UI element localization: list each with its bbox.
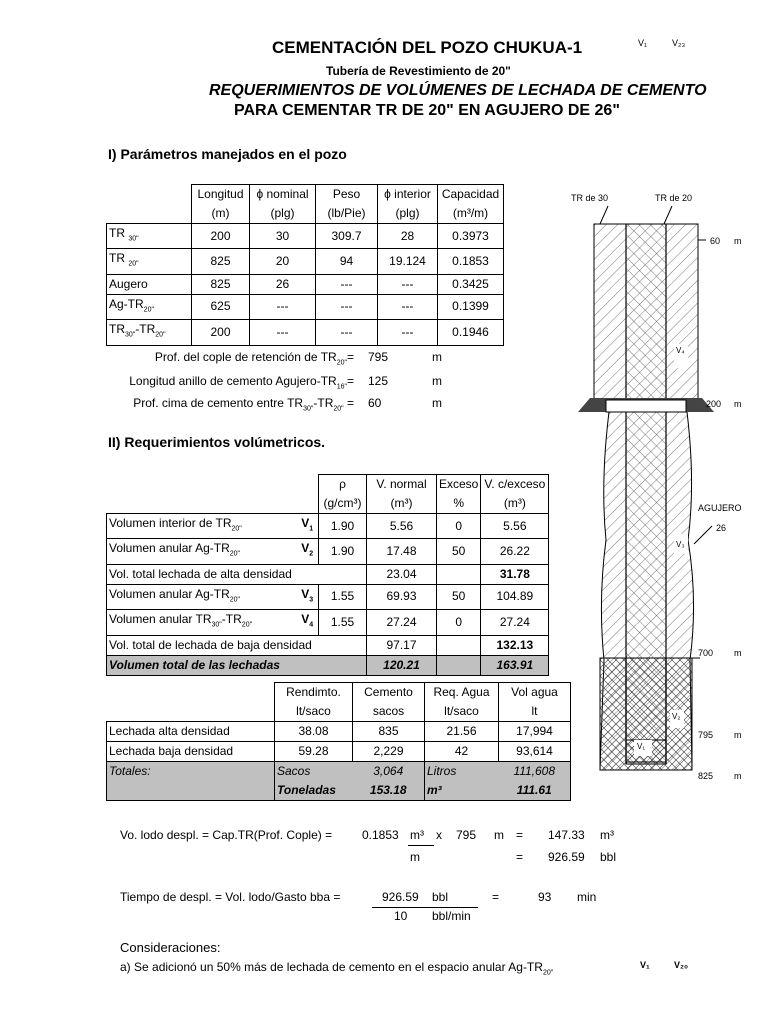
- header-cell: ϕ nominal: [250, 185, 316, 205]
- value-cell: 50: [437, 584, 481, 609]
- calc2-num: 926.59: [382, 890, 419, 904]
- blank-cell: [107, 185, 192, 205]
- sub: 20": [241, 621, 253, 629]
- value-cell: 1.90: [319, 514, 367, 539]
- label-text: TR: [109, 251, 129, 266]
- value-cell: 625: [192, 294, 250, 319]
- calc2-res-unit: min: [577, 890, 597, 904]
- row-label: Lechada baja densidad: [107, 742, 275, 762]
- param-value: 125: [368, 374, 389, 388]
- value-cell: [437, 655, 481, 675]
- v-letter: V: [301, 516, 310, 530]
- param-text: =: [343, 396, 354, 410]
- table-row: [107, 564, 549, 584]
- row-label: [107, 584, 297, 609]
- document-subtitle: Tubería de Revestimiento de 20": [326, 64, 511, 78]
- calc1-res2: 926.59: [548, 850, 585, 864]
- parameters-table: [106, 184, 504, 346]
- value-cell: 104.89: [481, 584, 549, 609]
- label-text: Volumen anular Ag-TR: [109, 541, 230, 556]
- value-cell: ---: [316, 274, 378, 294]
- table-row: [107, 655, 549, 675]
- value-cell: 0.3973: [438, 224, 504, 249]
- param-text: Longitud anillo de cemento Agujero-TR: [129, 374, 337, 388]
- sub: 16": [336, 383, 347, 391]
- agujero-size: 26: [716, 523, 727, 533]
- sub: 2: [309, 550, 314, 558]
- calc1-res2-unit: bbl: [600, 850, 617, 864]
- value-cell: 42: [425, 742, 499, 762]
- value-cell: ---: [378, 274, 438, 294]
- row-label: [107, 249, 192, 274]
- label-text: TR: [109, 226, 129, 240]
- value-cell: 69.93: [367, 584, 437, 609]
- volume-id: [297, 539, 319, 564]
- v2-label: V₂: [672, 712, 681, 721]
- sub: 1: [309, 525, 314, 533]
- header-cell: Exceso: [437, 475, 481, 495]
- sub: 3: [309, 596, 314, 604]
- cement-water-table: [106, 682, 571, 801]
- header-cell: Cemento: [353, 683, 425, 703]
- sub: 20": [229, 596, 241, 604]
- unit-cell: (plg): [378, 204, 438, 224]
- sub: 30": [128, 235, 139, 243]
- value-cell: 309.7: [316, 224, 378, 249]
- value-cell: 0: [437, 514, 481, 539]
- volume-id: [297, 610, 319, 635]
- table-row: [107, 584, 549, 609]
- value-cell: 20: [250, 249, 316, 274]
- table-row: [107, 249, 504, 274]
- blank-cell: [107, 494, 319, 514]
- value-cell: 59.28: [275, 742, 353, 762]
- heading-line-4: PARA CEMENTAR TR DE 20" EN AGUJERO DE 26": [234, 102, 620, 119]
- unit-m: m: [734, 771, 742, 781]
- table-row: [107, 294, 504, 319]
- value-cell: 38.08: [275, 722, 353, 742]
- table-row: [107, 224, 504, 249]
- value-cell: 1.90: [319, 539, 367, 564]
- header-cell: ϕ interior: [378, 185, 438, 205]
- calc1-lhs: Vo. lodo despl. = Cap.TR(Prof. Cople) =: [120, 828, 333, 842]
- value-cell: 0.3425: [438, 274, 504, 294]
- param-label: [155, 350, 354, 366]
- header-cell: Vol agua: [499, 683, 571, 703]
- heading-line-3: REQUERIMIENTOS DE VOLÚMENES DE LECHADA DE CEMENTO: [209, 82, 707, 99]
- param-unit: m: [432, 350, 442, 364]
- value-cell: 200: [192, 320, 250, 345]
- sub: 20": [229, 550, 241, 558]
- value-cell: 97.17: [367, 635, 437, 655]
- param-unit: m: [432, 374, 442, 388]
- param-unit: m: [432, 396, 442, 410]
- label-text: Augero: [109, 276, 148, 291]
- value-cell: 0.1946: [438, 320, 504, 345]
- sub: 20": [155, 331, 166, 339]
- label-text: Ag-TR: [109, 296, 144, 311]
- v4-label: V₄: [676, 346, 685, 355]
- header-cell: V. c/exceso: [481, 475, 549, 495]
- header-cell: Rendimto.: [275, 683, 353, 703]
- value-cell: 2,229: [353, 742, 425, 762]
- param-text: -TR: [313, 396, 334, 410]
- calc1-depth-unit: m: [494, 828, 504, 842]
- blank-cell: [107, 683, 275, 703]
- v3-label: V₃: [676, 540, 685, 549]
- sub: 20": [143, 306, 154, 314]
- sub: 20": [231, 525, 242, 533]
- consideraciones-title: Consideraciones:: [120, 940, 221, 955]
- value-cell: 132.13: [481, 635, 549, 655]
- param-label: [129, 374, 354, 390]
- value-cell: 27.24: [481, 610, 549, 635]
- depth-700: 700: [698, 648, 714, 658]
- value-cell: ---: [378, 294, 438, 319]
- section-1-heading: I) Parámetros manejados en el pozo: [108, 146, 347, 162]
- value-cell: 0: [437, 610, 481, 635]
- document-title: CEMENTACIÓN DEL POZO CHUKUA-1: [272, 38, 583, 57]
- value-cell: 94: [316, 249, 378, 274]
- value-cell: 21.56: [425, 722, 499, 742]
- value-cell: ---: [250, 294, 316, 319]
- value-cell: 27.24: [367, 610, 437, 635]
- v-letter: V: [301, 586, 310, 601]
- volume-id: [297, 584, 319, 609]
- blank-cell: [107, 475, 319, 495]
- calc1-cap: 0.1853: [362, 828, 399, 842]
- value-cell: 23.04: [367, 564, 437, 584]
- param-text: Prof. del cople de retención de TR: [154, 350, 337, 364]
- mark-v23: V₂₃: [672, 38, 686, 48]
- calc1-cap-unit: m³: [410, 828, 424, 842]
- value-cell: 0.1399: [438, 294, 504, 319]
- sacos-label: Sacos: [275, 762, 353, 782]
- value-cell: 163.91: [481, 655, 549, 675]
- param-label: [133, 396, 354, 412]
- param-text: Prof. cima de cemento entre TR: [133, 396, 304, 410]
- value-cell: 17.48: [367, 539, 437, 564]
- section-2-heading: II) Requerimientos volúmetricos.: [108, 434, 326, 450]
- value-cell: 5.56: [481, 514, 549, 539]
- row-label: Vol. total de lechada de baja densidad: [107, 635, 367, 655]
- value-cell: ---: [316, 320, 378, 345]
- unit-cell: (plg): [250, 204, 316, 224]
- label-text: Volumen interior de TR: [109, 516, 232, 530]
- table-row: [107, 320, 504, 345]
- calc2-num-unit: bbl: [432, 890, 449, 904]
- unit-cell: lt/saco: [425, 702, 499, 722]
- table-row: [107, 514, 549, 539]
- sub: 30": [303, 405, 314, 413]
- unit-cell: lt: [499, 702, 571, 722]
- litros-label: Litros: [425, 762, 499, 782]
- calc2-lhs: Tiempo de despl. = Vol. lodo/Gasto bba =: [120, 890, 341, 904]
- blank-cell: [107, 204, 192, 224]
- unit-cell: (g/cm³): [319, 494, 367, 514]
- calc1-eq2: =: [516, 850, 524, 864]
- calc2-eq: =: [492, 890, 500, 904]
- value-cell: 28: [378, 224, 438, 249]
- m3-label: m³: [425, 781, 499, 801]
- value-cell: 825: [192, 274, 250, 294]
- value-cell: 30: [250, 224, 316, 249]
- v-letter: V: [301, 541, 310, 556]
- litros-value: 111,608: [499, 762, 571, 782]
- param-value: 60: [368, 396, 382, 410]
- value-cell: 200: [192, 224, 250, 249]
- value-cell: 17,994: [499, 722, 571, 742]
- unit-cell: (lb/Pie): [316, 204, 378, 224]
- row-label: [107, 320, 192, 345]
- calc2-res: 93: [538, 890, 552, 904]
- row-label: [107, 539, 297, 564]
- depth-795: 795: [698, 730, 714, 740]
- header-cell: ρ: [319, 475, 367, 495]
- unit-cell: %: [437, 494, 481, 514]
- ton-label: Toneladas: [275, 781, 353, 801]
- well-diagram: [560, 180, 768, 790]
- value-cell: 50: [437, 539, 481, 564]
- calc1-res1: 147.33: [548, 828, 585, 842]
- unit-cell: sacos: [353, 702, 425, 722]
- sub: 20": [542, 969, 554, 977]
- depth-825: 825: [698, 771, 714, 781]
- table-row: [107, 274, 504, 294]
- tr20-label: TR de 20: [655, 193, 693, 203]
- sub: 20": [333, 405, 344, 413]
- value-cell: ---: [316, 294, 378, 319]
- table-row: [107, 610, 549, 635]
- mark-v1: V₁: [638, 38, 648, 48]
- mark-v20-bottom: V₂₀: [674, 960, 689, 970]
- value-cell: 1.55: [319, 584, 367, 609]
- value-cell: 93,614: [499, 742, 571, 762]
- sub: 30": [125, 331, 136, 339]
- row-label: [107, 274, 192, 294]
- sub: 4: [309, 621, 314, 629]
- mark-v1-bottom: V₁: [640, 960, 650, 970]
- unit-cell: (m³): [367, 494, 437, 514]
- param-text: =: [346, 350, 354, 364]
- label-text: Volumen anular Ag-TR: [109, 586, 230, 601]
- sub: 20": [128, 260, 139, 268]
- calc1-eq: =: [516, 828, 524, 842]
- value-cell: ---: [378, 320, 438, 345]
- value-cell: 825: [192, 249, 250, 274]
- calc2-den: 10: [394, 909, 408, 923]
- label-text: TR: [109, 322, 125, 337]
- row-label: Vol. total lechada de alta densidad: [107, 564, 367, 584]
- sub: 20": [336, 359, 347, 367]
- row-label: [107, 224, 192, 249]
- value-cell: 31.78: [481, 564, 549, 584]
- value-cell: 26.22: [481, 539, 549, 564]
- value-cell: 0.1853: [438, 249, 504, 274]
- depth-60: 60: [710, 236, 721, 246]
- calc1-res1-unit: m³: [600, 828, 614, 842]
- blank-cell: [107, 781, 275, 801]
- row-label: Lechada alta densidad: [107, 722, 275, 742]
- unit-cell: (m³): [481, 494, 549, 514]
- header-cell: Peso: [316, 185, 378, 205]
- tr30-label: TR de 30: [571, 193, 609, 203]
- calc1-den-unit: m: [410, 850, 420, 864]
- row-label: [107, 514, 297, 539]
- consideraciones-a-text: a) Se adicionó un 50% más de lechada de cemento en el espacio anular Ag-TR: [120, 960, 543, 974]
- fraction-line: [372, 907, 478, 908]
- value-cell: 1.55: [319, 610, 367, 635]
- sub: 30": [211, 621, 222, 629]
- label-text: -TR: [221, 612, 242, 627]
- calc1-x: x: [436, 828, 442, 842]
- fraction-line: [408, 845, 434, 846]
- unit-m: m: [734, 236, 742, 246]
- volume-id: [297, 514, 319, 539]
- value-cell: 26: [250, 274, 316, 294]
- unit-m: m: [734, 730, 742, 740]
- depth-200: 200: [706, 399, 722, 409]
- row-label: [107, 294, 192, 319]
- header-cell: Req. Agua: [425, 683, 499, 703]
- param-value: 795: [368, 350, 389, 364]
- consideraciones-a: [120, 960, 553, 976]
- label-text: Volumen anular TR: [109, 612, 212, 627]
- m3-value: 111.61: [499, 781, 571, 801]
- ton-value: 153.18: [353, 781, 425, 801]
- totals-label: Totales:: [107, 762, 275, 782]
- value-cell: 19.124: [378, 249, 438, 274]
- param-text: =: [346, 374, 354, 388]
- v-letter: V: [301, 612, 310, 627]
- unit-m: m: [734, 648, 742, 658]
- value-cell: 835: [353, 722, 425, 742]
- agujero-label: AGUJERO: [698, 503, 742, 513]
- value-cell: 120.21: [367, 655, 437, 675]
- table-row: [107, 635, 549, 655]
- table-row: [107, 539, 549, 564]
- label-text: -TR: [135, 322, 156, 337]
- value-cell: [437, 635, 481, 655]
- v1-label: V₁: [637, 742, 646, 751]
- header-cell: V. normal: [367, 475, 437, 495]
- unit-cell: (m³/m): [438, 204, 504, 224]
- sacos-value: 3,064: [353, 762, 425, 782]
- value-cell: 5.56: [367, 514, 437, 539]
- row-label: Volumen total de las lechadas: [107, 655, 367, 675]
- unit-m: m: [734, 399, 742, 409]
- row-label: [107, 610, 297, 635]
- calc1-depth: 795: [456, 828, 477, 842]
- value-cell: [437, 564, 481, 584]
- calc2-den-unit: bbl/min: [432, 909, 471, 923]
- header-cell: Longitud: [192, 185, 250, 205]
- header-cell: Capacidad: [438, 185, 504, 205]
- unit-cell: lt/saco: [275, 702, 353, 722]
- volumes-table: [106, 474, 549, 676]
- unit-cell: (m): [192, 204, 250, 224]
- value-cell: ---: [250, 320, 316, 345]
- blank-cell: [107, 702, 275, 722]
